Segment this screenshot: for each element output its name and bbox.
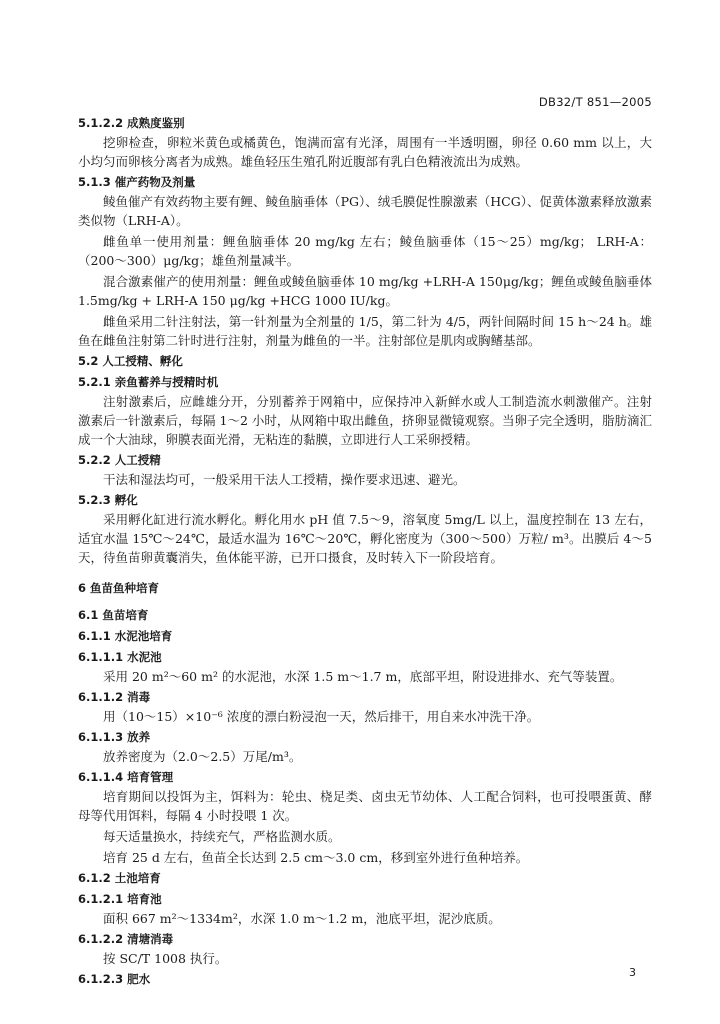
heading-6-1-2-3: 6.1.2.3 肥水	[78, 972, 151, 986]
heading-6-1-1: 6.1.1 水泥池培育	[78, 629, 173, 643]
paragraph: 注射激素后，应雌雄分开，分别蓄养于网箱中，应保持冲入新鲜水或人工制造流水刺激催产。注射激素后一针激素后，每隔 1～2 小时，从网箱中取出雌鱼，挤卵显微镜观察。当卵子完全透明，脂肪滴汇成一个大油球，卵膜表面光滑，无粘连的黏膜，立即进行人工采卵授精。	[78, 394, 652, 447]
paragraph: 鲮鱼催产有效药物主要有鲤、鲮鱼脑垂体（PG）、绒毛膜促性腺激素（HCG）、促黄体激素释放激素类似物（LRH-A）。	[78, 194, 652, 228]
heading-5-2: 5.2 人工授精、孵化	[78, 354, 183, 368]
paragraph: 培育 25 d 左右，鱼苗全长达到 2.5 cm～3.0 cm，移到室外进行鱼种培养。	[103, 850, 529, 865]
paragraph: 挖卵检查，卵粒米黄色或橘黄色，饱满而富有光泽，周围有一半透明圈，卵径 0.60 mm 以上，大小均匀而卵核分离者为成熟。雄鱼轻压生殖孔附近腹部有乳白色精液流出为成熟。	[78, 135, 652, 169]
document-id: DB32/T 851—2005	[538, 95, 652, 109]
paragraph: 每天适量换水，持续充气，严格监测水质。	[103, 829, 341, 844]
paragraph: 雌鱼单一使用剂量：鲤鱼脑垂体 20 mg/kg 左右；鲮鱼脑垂体（15～25）mg/kg； LRH-A：（200～300）μg/kg；雄鱼剂量减半。	[78, 234, 652, 268]
paragraph: 放养密度为（2.0～2.5）万尾/m³。	[103, 749, 302, 764]
heading-6-1: 6.1 鱼苗培育	[78, 608, 149, 622]
heading-5-2-3: 5.2.3 孵化	[78, 493, 138, 507]
heading-6-1-1-2: 6.1.1.2 消毒	[78, 690, 151, 704]
page-number: 3	[629, 966, 636, 979]
paragraph: 采用 20 m²～60 m² 的水泥池，水深 1.5 m～1.7 m，底部平坦，附设进排水、充气等装置。	[103, 669, 623, 684]
paragraph: 雌鱼采用二针注射法，第一针剂量为全剂量的 1/5，第二针为 4/5，两针间隔时间 15 h～24 h。雄鱼在雌鱼注射第二针时进行注射，剂量为雌鱼的一半。注射部位是肌肉或胸鳍基部。	[78, 314, 652, 348]
paragraph: 按 SC/T 1008 执行。	[103, 951, 228, 966]
heading-5-2-1: 5.2.1 亲鱼蓄养与授精时机	[78, 375, 219, 389]
paragraph: 混合激素催产的使用剂量：鲤鱼或鲮鱼脑垂体 10 mg/kg +LRH-A 150μg/kg；鲤鱼或鲮鱼脑垂体 1.5mg/kg + LRH-A 150 μg/kg +HCG 1000 IU/kg。	[78, 274, 652, 308]
paragraph: 采用孵化缸进行流水孵化。孵化用水 pH 值 7.5～9，溶氧度 5mg/L 以上，温度控制在 13 左右，适宜水温 15℃～24℃，最适水温为 16℃～20℃，孵化密度为（300～500）万粒/ m³。出膜后 4～5 天，待鱼苗卵黄囊消失，鱼体能平游，已开口摄食，及时转入下一阶段培育。	[78, 512, 652, 565]
paragraph: 培育期间以投饵为主，饵料为：轮虫、桡足类、卤虫无节幼体、人工配合饲料，也可投喂蛋黄、酵母等代用饵料，每隔 4 小时投喂 1 次。	[78, 789, 652, 823]
heading-6: 6 鱼苗鱼种培育	[78, 581, 160, 595]
heading-6-1-2-2: 6.1.2.2 清塘消毒	[78, 932, 174, 946]
paragraph: 用（10～15）×10⁻⁶ 浓度的漂白粉浸泡一天，然后排干，用自来水冲洗干净。	[103, 709, 540, 724]
heading-5-2-2: 5.2.2 人工授精	[78, 453, 161, 467]
heading-6-1-2: 6.1.2 土池培育	[78, 871, 161, 885]
heading-6-1-1-4: 6.1.1.4 培育管理	[78, 770, 174, 784]
heading-6-1-2-1: 6.1.2.1 培育池	[78, 892, 162, 906]
paragraph: 面积 667 m²～1334m²，水深 1.0 m～1.2 m，池底平坦，泥沙底质。	[103, 911, 501, 926]
document-body	[78, 112, 652, 989]
paragraph: 干法和湿法均可，一般采用干法人工授精，操作要求迅速、避光。	[103, 472, 466, 487]
heading-6-1-1-3: 6.1.1.3 放养	[78, 730, 151, 744]
heading-5-1-2-2: 5.1.2.2 成熟度鉴别	[78, 116, 185, 130]
heading-5-1-3: 5.1.3 催产药物及剂量	[78, 175, 196, 189]
heading-6-1-1-1: 6.1.1.1 水泥池	[78, 650, 162, 664]
